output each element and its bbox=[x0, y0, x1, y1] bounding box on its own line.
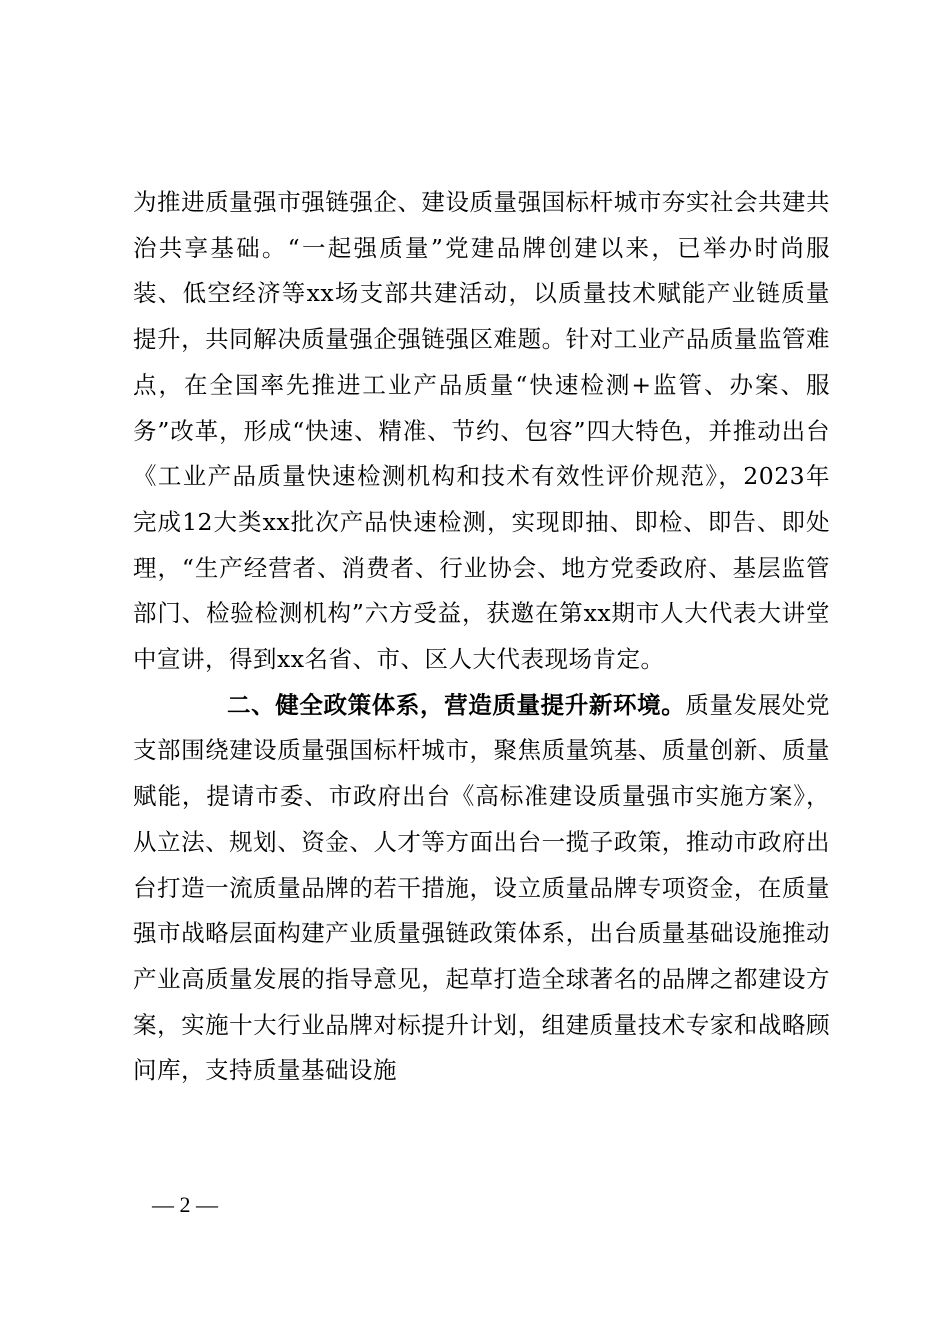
section-heading: 二、健全政策体系，营造质量提升新环境。 bbox=[227, 690, 686, 719]
paragraph-section-two bbox=[133, 683, 830, 1094]
page-number: — 2 — bbox=[152, 1192, 218, 1217]
paragraph-text: 为推进质量强市强链强企、建设质量强国标杆城市夯实社会共建共治共享基础。“一起强质量”党建品牌创建以来，已举办时尚服装、低空经济等xx场支部共建活动，以质量技术赋能产业链质量提升，共同解决质量强企强链强区难题。针对工业产品质量监管难点，在全国率先推进工业产品质量“快速检测+监管、办案、服务”改革，形成“快速、精准、节约、包容”四大特色，并推动出台《工业产品质量快速检测机构和技术有效性评价规范》，2023年完成12大类xx批次产品快速检测，实现即抽、即检、即告、即处理，“生产经营者、消费者、行业协会、地方党委政府、基层监管部门、检验检测机构”六方受益，获邀在第xx期市人大代表大讲堂中宣讲，得到xx名省、市、区人大代表现场肯定。 bbox=[133, 188, 830, 674]
document-body bbox=[133, 180, 830, 1094]
paragraph-continued bbox=[133, 180, 830, 683]
paragraph-text: 质量发展处党支部围绕建设质量强国标杆城市，聚焦质量筑基、质量创新、质量赋能，提请市委、市政府出台《高标准建设质量强市实施方案》，从立法、规划、资金、人才等方面出台一揽子政策，推动市政府出台打造一流质量品牌的若干措施，设立质量品牌专项资金，在质量强市战略层面构建产业质量强链政策体系，出台质量基础设施推动产业高质量发展的指导意见，起草打造全球著名的品牌之都建设方案，实施十大行业品牌对标提升计划，组建质量技术专家和战略顾问库，支持质量基础设施 bbox=[133, 690, 830, 1085]
